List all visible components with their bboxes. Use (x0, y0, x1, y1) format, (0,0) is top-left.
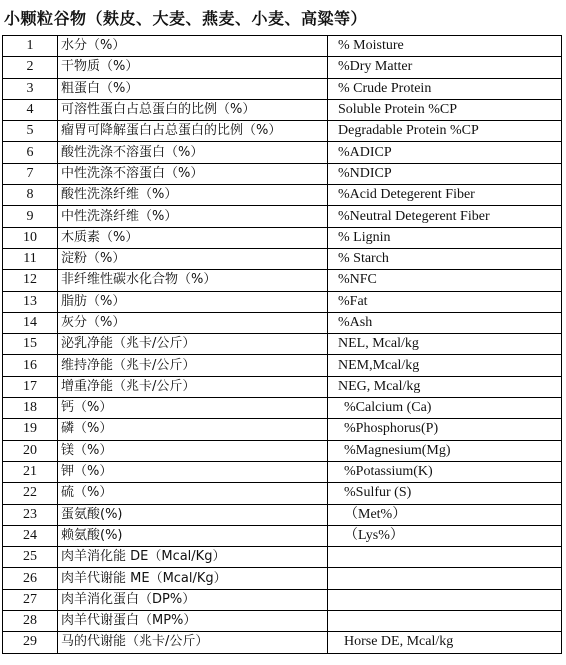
table-row (3, 611, 562, 632)
english-label: % Starch (328, 248, 562, 269)
chinese-label: 马的代谢能（兆卡/公斤） (58, 632, 328, 653)
english-label: %Dry Matter (328, 57, 562, 78)
english-label: （Lys%） (328, 525, 562, 546)
row-number: 14 (3, 312, 58, 333)
row-number: 22 (3, 483, 58, 504)
table-row (3, 398, 562, 419)
row-number: 5 (3, 121, 58, 142)
table-row (3, 312, 562, 333)
row-number: 25 (3, 547, 58, 568)
english-label: % Moisture (328, 36, 562, 57)
table-row (3, 419, 562, 440)
english-label: %ADICP (328, 142, 562, 163)
table-row (3, 461, 562, 482)
table-row (3, 163, 562, 184)
chinese-label: 干物质（%） (58, 57, 328, 78)
table-row (3, 525, 562, 546)
table-row (3, 142, 562, 163)
english-label: % Crude Protein (328, 78, 562, 99)
table-row (3, 121, 562, 142)
english-label: %Sulfur (S) (328, 483, 562, 504)
english-label: %NFC (328, 270, 562, 291)
english-label: %Neutral Detegerent Fiber (328, 206, 562, 227)
english-label: Soluble Protein %CP (328, 99, 562, 120)
chinese-label: 瘤胃可降解蛋白占总蛋白的比例（%） (58, 121, 328, 142)
row-number: 16 (3, 355, 58, 376)
row-number: 27 (3, 589, 58, 610)
table-row (3, 568, 562, 589)
chinese-label: 蛋氨酸(%) (58, 504, 328, 525)
chinese-label: 肉羊消化蛋白（DP%） (58, 589, 328, 610)
english-label (328, 547, 562, 568)
chinese-label: 钙（%） (58, 398, 328, 419)
table-row (3, 270, 562, 291)
table-row (3, 248, 562, 269)
english-label: % Lignin (328, 227, 562, 248)
row-number: 1 (3, 36, 58, 57)
english-label (328, 589, 562, 610)
chinese-label: 非纤维性碳水化合物（%） (58, 270, 328, 291)
english-label: %Potassium(K) (328, 461, 562, 482)
row-number: 23 (3, 504, 58, 525)
table-row (3, 206, 562, 227)
chinese-label: 泌乳净能（兆卡/公斤） (58, 334, 328, 355)
english-label (328, 611, 562, 632)
chinese-label: 中性洗涤不溶蛋白（%） (58, 163, 328, 184)
row-number: 4 (3, 99, 58, 120)
row-number: 28 (3, 611, 58, 632)
row-number: 13 (3, 291, 58, 312)
nutrient-table-body (3, 36, 562, 654)
table-row (3, 57, 562, 78)
table-row (3, 440, 562, 461)
table-row (3, 99, 562, 120)
row-number: 11 (3, 248, 58, 269)
english-label: Degradable Protein %CP (328, 121, 562, 142)
chinese-label: 木质素（%） (58, 227, 328, 248)
chinese-label: 肉羊代谢能 ME（Mcal/Kg） (58, 568, 328, 589)
chinese-label: 磷（%） (58, 419, 328, 440)
english-label: %NDICP (328, 163, 562, 184)
chinese-label: 硫（%） (58, 483, 328, 504)
table-row (3, 291, 562, 312)
row-number: 24 (3, 525, 58, 546)
table-row (3, 376, 562, 397)
english-label: %Phosphorus(P) (328, 419, 562, 440)
row-number: 26 (3, 568, 58, 589)
english-label: （Met%） (328, 504, 562, 525)
english-label: %Acid Detegerent Fiber (328, 185, 562, 206)
table-row (3, 185, 562, 206)
row-number: 2 (3, 57, 58, 78)
table-row (3, 589, 562, 610)
chinese-label: 水分（%） (58, 36, 328, 57)
english-label: %Ash (328, 312, 562, 333)
row-number: 12 (3, 270, 58, 291)
row-number: 6 (3, 142, 58, 163)
table-row (3, 483, 562, 504)
row-number: 29 (3, 632, 58, 653)
row-number: 21 (3, 461, 58, 482)
english-label: %Fat (328, 291, 562, 312)
chinese-label: 淀粉（%） (58, 248, 328, 269)
row-number: 18 (3, 398, 58, 419)
table-row (3, 334, 562, 355)
document-title: 小颗粒谷物（麸皮、大麦、燕麦、小麦、高粱等） (4, 9, 368, 28)
row-number: 17 (3, 376, 58, 397)
chinese-label: 脂肪（%） (58, 291, 328, 312)
table-row (3, 355, 562, 376)
table-row (3, 78, 562, 99)
english-label: NEL, Mcal/kg (328, 334, 562, 355)
row-number: 20 (3, 440, 58, 461)
chinese-label: 粗蛋白（%） (58, 78, 328, 99)
row-number: 3 (3, 78, 58, 99)
chinese-label: 钾（%） (58, 461, 328, 482)
row-number: 10 (3, 227, 58, 248)
chinese-label: 灰分（%） (58, 312, 328, 333)
chinese-label: 镁（%） (58, 440, 328, 461)
chinese-label: 肉羊消化能 DE（Mcal/Kg） (58, 547, 328, 568)
row-number: 9 (3, 206, 58, 227)
table-row (3, 504, 562, 525)
chinese-label: 酸性洗涤纤维（%） (58, 185, 328, 206)
chinese-label: 增重净能（兆卡/公斤） (58, 376, 328, 397)
english-label: %Calcium (Ca) (328, 398, 562, 419)
chinese-label: 维持净能（兆卡/公斤） (58, 355, 328, 376)
english-label: NEM,Mcal/kg (328, 355, 562, 376)
english-label (328, 568, 562, 589)
chinese-label: 赖氨酸(%) (58, 525, 328, 546)
table-row (3, 632, 562, 653)
row-number: 7 (3, 163, 58, 184)
row-number: 8 (3, 185, 58, 206)
english-label: %Magnesium(Mg) (328, 440, 562, 461)
table-row (3, 36, 562, 57)
nutrient-table (2, 35, 562, 654)
table-row (3, 547, 562, 568)
chinese-label: 酸性洗涤不溶蛋白（%） (58, 142, 328, 163)
chinese-label: 可溶性蛋白占总蛋白的比例（%） (58, 99, 328, 120)
chinese-label: 肉羊代谢蛋白（MP%） (58, 611, 328, 632)
row-number: 19 (3, 419, 58, 440)
english-label: NEG, Mcal/kg (328, 376, 562, 397)
chinese-label: 中性洗涤纤维（%） (58, 206, 328, 227)
table-row (3, 227, 562, 248)
row-number: 15 (3, 334, 58, 355)
english-label: Horse DE, Mcal/kg (328, 632, 562, 653)
